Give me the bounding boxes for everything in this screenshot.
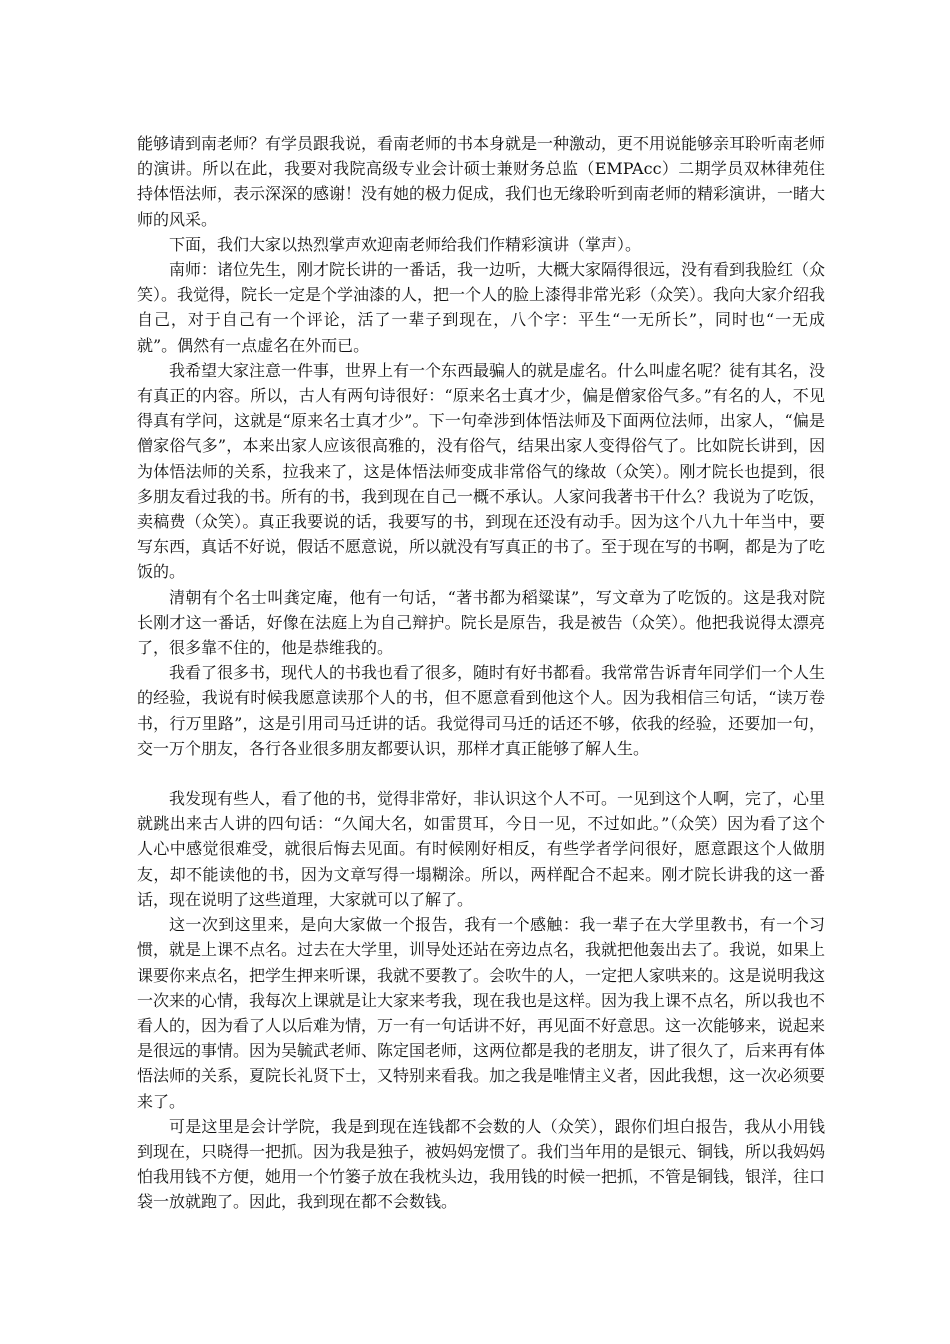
document-page bbox=[137, 131, 825, 1215]
paragraph-gap bbox=[137, 761, 825, 786]
paragraph-3: 南师：诸位先生，刚才院长讲的一番话，我一边听，大概大家隔得很远，没有看到我脸红（众笑）。我觉得，院长一定是个学油漆的人，把一个人的脸上漆得非常光彩（众笑）。我向大家介绍我自己，对于自己有一个评论，活了一辈子到现在，八个字：平生“一无所长”，同时也“一无成就”。偶然有一点虚名在外而已。 bbox=[137, 260, 826, 355]
paragraph-6: 我看了很多书，现代人的书我也看了很多，随时有好书都看。我常常告诉青年同学们一个人生的经验，我说有时候我愿意读那个人的书，但不愿意看到他这个人。因为我相信三句话，“读万卷书，行万里路”，这是引用司马迁讲的话。我觉得司马迁的话还不够，依我的经验，还要加一句，交一万个朋友，各行各业很多朋友都要认识，那样才真正能够了解人生。 bbox=[137, 663, 826, 758]
paragraph-9: 可是这里是会计学院，我是到现在连钱都不会数的人（众笑），跟你们坦白报告，我从小用钱到现在，只晓得一把抓。因为我是独子，被妈妈宠惯了。我们当年用的是银元、铜钱，所以我妈妈怕我用钱不方便，她用一个竹篓子放在我枕头边，我用钱的时候一把抓，不管是铜钱，银洋，往口袋一放就跑了。因此，我到现在都不会数钱。 bbox=[137, 1116, 826, 1212]
paragraph-5: 清朝有个名士叫龚定庵，他有一句话，“著书都为稻粱谋”，写文章为了吃饭的。这是我对院长刚才这一番话，好像在法庭上为自己辩护。院长是原告，我是被告（众笑）。他把我说得太漂亮了，很多靠不住的，他是恭维我的。 bbox=[137, 587, 825, 658]
paragraph-7: 我发现有些人，看了他的书，觉得非常好，非认识这个人不可。一见到这个人啊，完了，心里就跳出来古人讲的四句话：“久闻大名，如雷贯耳，今日一见，不过如此。”（众笑）因为看了这个人心中感觉很难受，就很后悔去见面。有时候刚好相反，有些学者学问很好，愿意跟这个人做朋友，却不能读他的书，因为文章写得一塌糊涂。所以，两样配合不起来。刚才院长讲我的这一番话，现在说明了这些道理，大家就可以了解了。 bbox=[137, 789, 826, 909]
paragraph-1: 能够请到南老师？有学员跟我说，看南老师的书本身就是一种激动，更不用说能够亲耳聆听南老师的演讲。所以在此，我要对我院高级专业会计硕士兼财务总监（EMPAcc）二期学员双林律苑住持体悟法师，表示深深的感谢！没有她的极力促成，我们也无缘聆听到南老师的精彩演讲，一睹大师的风采。 bbox=[137, 134, 826, 229]
paragraph-4: 我希望大家注意一件事，世界上有一个东西最骗人的就是虚名。什么叫虚名呢？徒有其名，没有真正的内容。所以，古人有两句诗很好：“原来名士真才少，偏是僧家俗气多。”有名的人，不见得真有学问，这就是“原来名士真才少”。下一句牵涉到体悟法师及下面两位法师，出家人，“偏是僧家俗气多”，本来出家人应该很高雅的，没有俗气，结果出家人变得俗气了。比如院长讲到，因为体悟法师的关系，拉我来了，这是体悟法师变成非常俗气的缘故（众笑）。刚才院长也提到，很多朋友看过我的书。所有的书，我到现在自己一概不承认。人家问我著书干什么？我说为了吃饭，卖稿费（众笑）。真正我要说的话，我要写的书，到现在还没有动手。因为这个八九十年当中，要写东西，真话不好说，假话不愿意说，所以就没有写真正的书了。至于现在写的书啊，都是为了吃饭的。 bbox=[137, 360, 826, 582]
paragraph-2: 下面，我们大家以热烈掌声欢迎南老师给我们作精彩演讲（掌声）。 bbox=[169, 234, 642, 254]
paragraph-8: 这一次到这里来，是向大家做一个报告，我有一个感触：我一辈子在大学里教书，有一个习惯，就是上课不点名。过去在大学里，训导处还站在旁边点名，我就把他轰出去了。我说，如果上课要你来点名，把学生押来听课，我就不要教了。会吹牛的人，一定把人家哄来的。这是说明我这一次来的心情，我每次上课就是让大家来考我，现在我也是这样。因为我上课不点名，所以我也不看人的，因为看了人以后难为情，万一有一句话讲不好，再见面不好意思。这一次能够来，说起来是很远的事情。因为吴毓武老师、陈定国老师，这两位都是我的老朋友，讲了很久了，后来再有体悟法师的关系，夏院长礼贤下士，又特别来看我。加之我是唯情主义者，因此我想，这一次必须要来了。 bbox=[137, 915, 826, 1111]
